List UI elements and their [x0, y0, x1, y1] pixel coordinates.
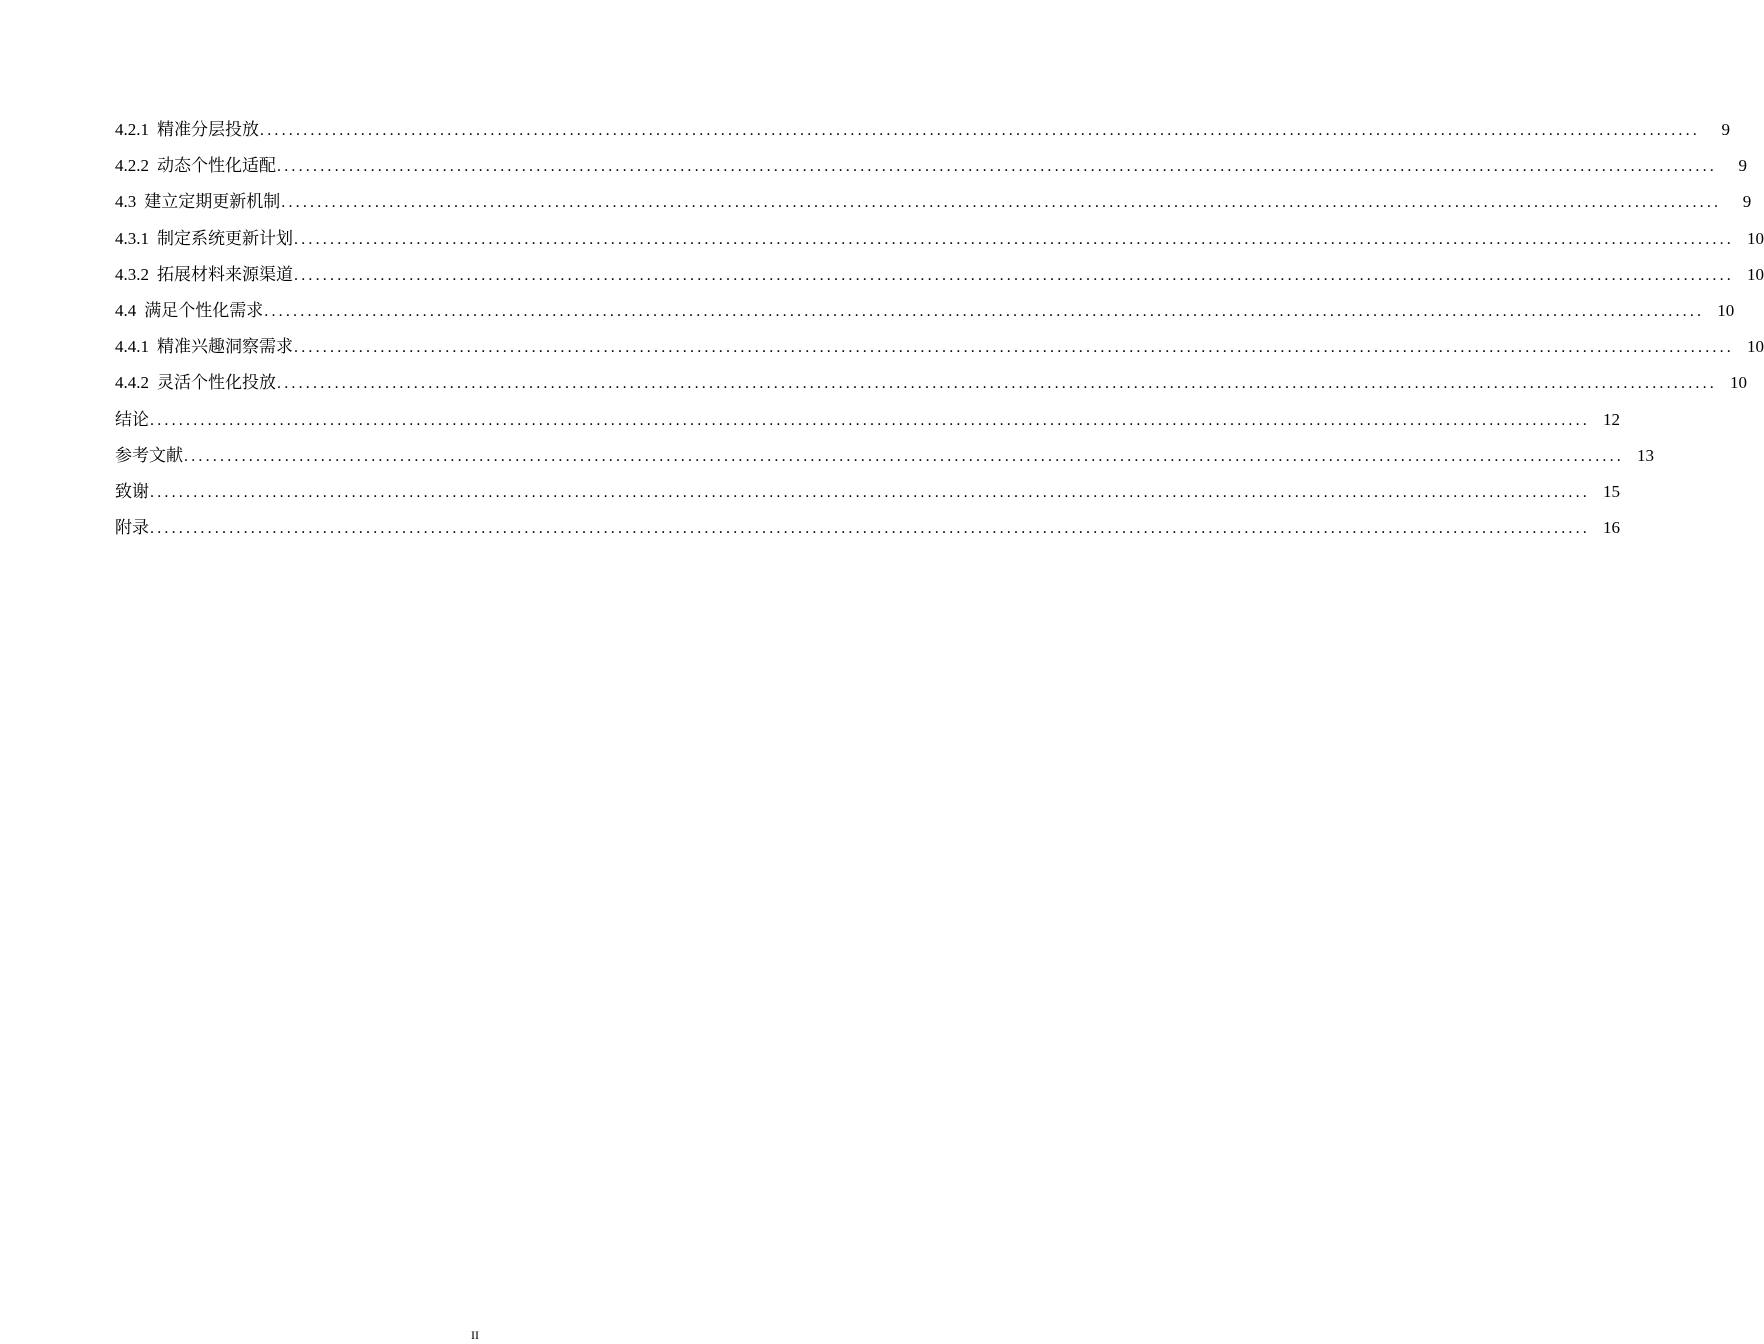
toc-dot-leader: ........................................................................................................................................................................................................ — [294, 266, 1734, 284]
toc-entry-page: 10 — [1747, 228, 1764, 248]
toc-entry-number: 4.3.2 — [115, 264, 149, 284]
toc-entry-text: 制定系统更新计划 — [157, 228, 293, 248]
toc-dot-leader: ........................................................................................................................................................................................................ — [150, 520, 1590, 538]
toc-entry-title — [115, 369, 276, 397]
toc-entry-title — [115, 297, 263, 325]
toc-dot-leader: ........................................................................................................................................................................................................ — [294, 339, 1734, 357]
toc-entry[interactable] — [115, 514, 1620, 550]
toc-entry-page: 9 — [1738, 156, 1747, 176]
toc-entry-page: 10 — [1717, 300, 1735, 320]
page-number-footer: II — [471, 1328, 479, 1342]
toc-entry-page: 10 — [1730, 373, 1747, 393]
toc-entry-title — [115, 261, 293, 289]
toc-entry-number: 4.4.2 — [115, 373, 149, 393]
toc-entry-number: 4.4.1 — [115, 337, 149, 357]
toc-entry-number: 4.4 — [115, 300, 137, 320]
toc-entry-number: 4.2.2 — [115, 156, 149, 176]
toc-entry-text: 建立定期更新机制 — [144, 192, 281, 212]
toc-entry[interactable] — [115, 478, 1620, 514]
toc-entry[interactable] — [115, 225, 1764, 261]
toc-entry[interactable] — [115, 188, 1752, 224]
toc-entry-page: 12 — [1603, 409, 1620, 429]
toc-entry[interactable] — [115, 406, 1620, 442]
toc-entry-page: 13 — [1637, 445, 1654, 465]
toc-entry-page: 10 — [1747, 337, 1764, 357]
toc-entry-title — [115, 152, 276, 180]
toc-entry-title — [115, 478, 149, 506]
table-of-contents — [115, 116, 1764, 550]
toc-entry-title — [115, 188, 280, 216]
toc-entry-page: 16 — [1603, 518, 1620, 538]
toc-dot-leader: ........................................................................................................................................................................................................ — [294, 230, 1734, 248]
toc-entry[interactable] — [115, 369, 1747, 405]
toc-dot-leader: ........................................................................................................................................................................................................ — [150, 411, 1590, 429]
toc-dot-leader: ........................................................................................................................................................................................................ — [277, 375, 1717, 393]
toc-entry[interactable] — [115, 297, 1735, 333]
toc-entry-text: 满足个性化需求 — [144, 300, 264, 320]
toc-entry-text: 拓展材料来源渠道 — [157, 264, 293, 284]
toc-entry-title — [115, 406, 149, 434]
toc-dot-leader: ........................................................................................................................................................................................................ — [264, 302, 1705, 320]
toc-entry-page: 15 — [1603, 481, 1620, 501]
toc-entry[interactable] — [115, 116, 1730, 152]
toc-dot-leader: ........................................................................................................................................................................................................ — [260, 122, 1700, 139]
toc-entry-title — [115, 225, 293, 253]
toc-dot-leader: ........................................................................................................................................................................................................ — [281, 194, 1722, 212]
toc-entry-title — [115, 514, 149, 542]
toc-entry-page: 9 — [1742, 192, 1752, 212]
toc-entry-text: 参考文献 — [115, 445, 183, 465]
toc-entry-text: 结论 — [115, 409, 149, 429]
toc-entry-title — [115, 333, 293, 361]
toc-entry[interactable] — [115, 152, 1747, 188]
toc-entry-number: 4.2.1 — [115, 120, 149, 139]
toc-dot-leader: ........................................................................................................................................................................................................ — [277, 158, 1717, 176]
toc-entry-text: 精准兴趣洞察需求 — [157, 337, 293, 357]
toc-entry-page: 10 — [1747, 264, 1764, 284]
toc-entry[interactable] — [115, 333, 1764, 369]
toc-entry-text: 致谢 — [115, 481, 149, 501]
toc-entry-text: 动态个性化适配 — [157, 156, 276, 176]
toc-dot-leader: ........................................................................................................................................................................................................ — [150, 483, 1590, 501]
toc-entry-number: 4.3 — [115, 192, 137, 212]
toc-entry-text: 附录 — [115, 518, 149, 538]
toc-entry-text: 精准分层投放 — [157, 120, 259, 139]
toc-entry-page: 9 — [1721, 120, 1730, 139]
toc-entry[interactable] — [115, 261, 1764, 297]
toc-entry-text: 灵活个性化投放 — [157, 373, 276, 393]
toc-dot-leader: ........................................................................................................................................................................................................ — [184, 447, 1624, 465]
toc-entry-title — [115, 116, 259, 144]
toc-entry-number: 4.3.1 — [115, 228, 149, 248]
toc-entry-title — [115, 442, 183, 470]
toc-entry[interactable] — [115, 442, 1654, 478]
